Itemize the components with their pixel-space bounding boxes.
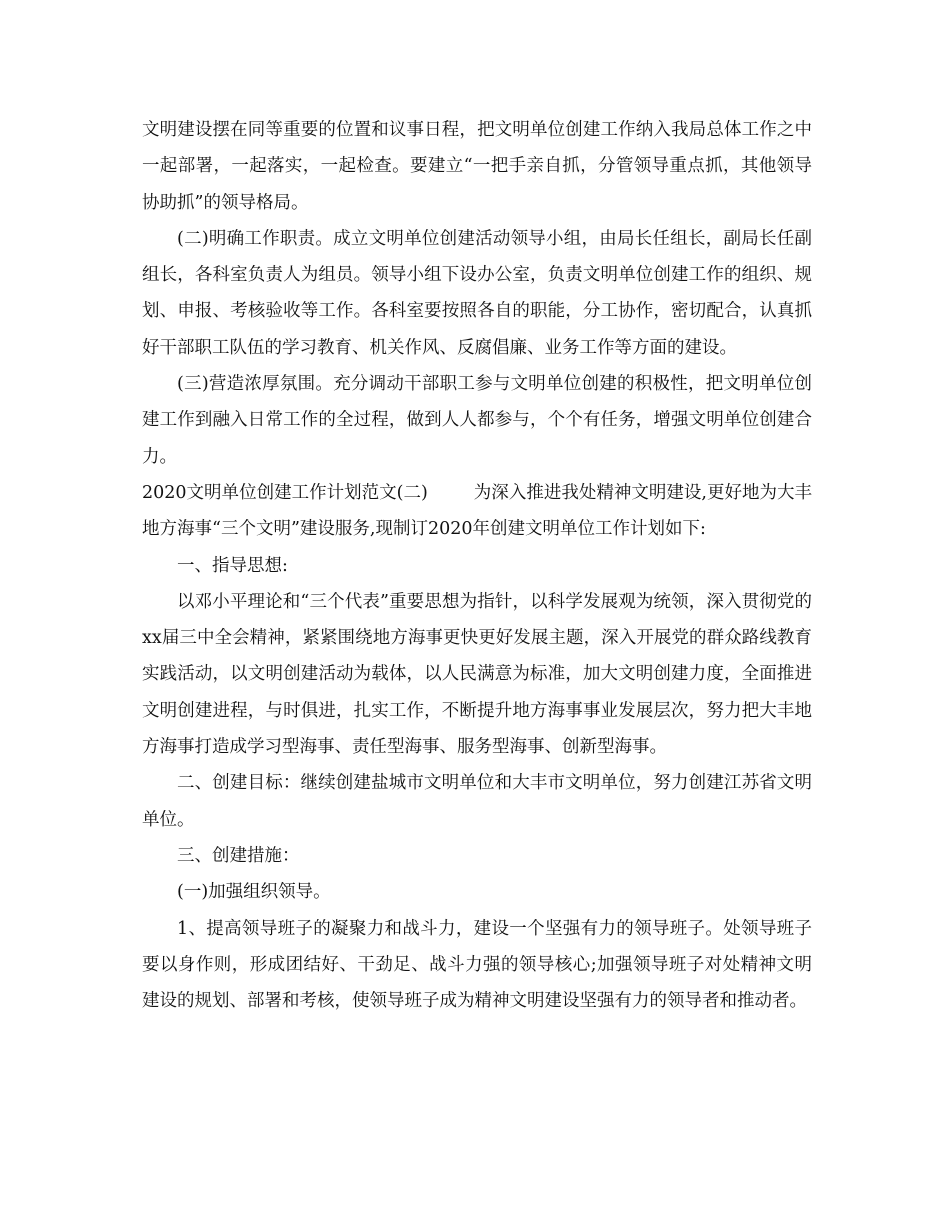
paragraph-4 [142, 475, 812, 548]
section-heading: 2020文明单位创建工作计划范文(二) [142, 482, 428, 503]
paragraph-5: 一、指导思想: [177, 555, 288, 576]
paragraph-3: (三)营造浓厚氛围。充分调动干部职工参与文明单位创建的积极性，把文明单位创建工作到融入日常工作的全过程，做到人人都参与，个个有任务，增强文明单位创建合力。 [142, 374, 812, 467]
paragraph-10: 1、提高领导班子的凝聚力和战斗力，建设一个坚强有力的领导班子。处领导班子要以身作则，形成团结好、干劲足、战斗力强的领导核心;加强领导班子对处精神文明建设的规划、部署和考核，使领导班子成为精神文明建设坚强有力的领导者和推动者。 [142, 918, 812, 1012]
document-body [142, 112, 812, 1019]
paragraph-1: 文明建设摆在同等重要的位置和议事日程，把文明单位创建工作纳入我局总体工作之中一起部署，一起落实，一起检查。要建立“一把手亲自抓，分管领导重点抓，其他领导协助抓”的领导格局。 [142, 120, 812, 213]
paragraph-9: (一)加强组织领导。 [177, 882, 331, 903]
paragraph-6: 以邓小平理论和“三个代表”重要思想为指针，以科学发展观为统领，深入贯彻党的xx届三中全会精神，紧紧围绕地方海事更快更好发展主题，深入开展党的群众路线教育实践活动，以文明创建活动为载体，以人民满意为标准，加大文明创建力度，全面推进文明创建进程，与时俱进，扎实工作，不断提升地方海事事业发展层次，努力把大丰地方海事打造成学习型海事、责任型海事、服务型海事、创新型海事。 [142, 591, 812, 758]
paragraph-8: 三、创建措施： [177, 845, 300, 866]
paragraph-7: 二、创建目标：继续创建盐城市文明单位和大丰市文明单位，努力创建江苏省文明单位。 [142, 773, 812, 830]
paragraph-4-text: 为深入推进我处精神文明建设,更好地为大丰地方海事“三个文明”建设服务,现制订2020年创建文明单位工作计划如下: [142, 482, 812, 540]
paragraph-2: (二)明确工作职责。成立文明单位创建活动领导小组，由局长任组长，副局长任副组长，各科室负责人为组员。领导小组下设办公室，负责文明单位创建工作的组织、规划、申报、考核验收等工作。各科室要按照各自的职能，分工协作，密切配合，认真抓好干部职工队伍的学习教育、机关作风、反腐倡廉、业务工作等方面的建设。 [142, 228, 812, 358]
